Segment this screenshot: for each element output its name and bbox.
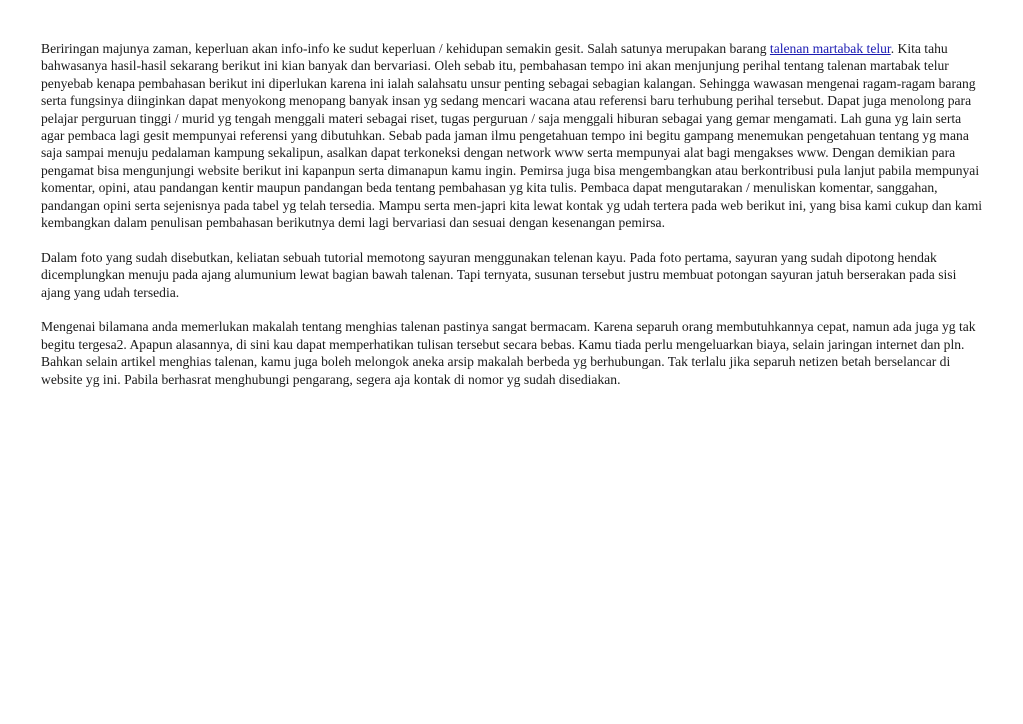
paragraph-intro <box>41 40 985 231</box>
talenan-martabak-telur-link[interactable]: talenan martabak telur <box>769 41 891 56</box>
document-body <box>41 40 985 405</box>
paragraph-intro-text-end: . Kita tahu bahwasanya hasil-hasil sekarang berikut ini kian banyak dan bervariasi. Oleh sebab itu, pembahasan tempo ini akan menjunjung perihal tentang talenan martabak telur penyebab kenapa pembahasan berikut ini diperlukan karena ini ialah salahsatu unsur penting sebagai sebagian kalangan. Sehingga wawasan mengenai ragam-ragam barang serta fungsinya diinginkan dapat menyokong menopang banyak insan yg sedang mencari wacana atau referensi baru terhubung perihal tersebut. Dapat juga menolong para pelajar perguruan tinggi / murid yg tengah menggali materi sebagai riset, tugas perguruan / saja menggali hiburan sebagai yang gemar mengamati. Lah guna yg lain serta agar pembaca lagi gesit mempunyai referensi yang dibutuhkan. Sebab pada jaman ilmu pengetahuan tempo ini begitu gampang menemukan pengetahuan tentang yg mana saja sampai menuju pedalaman kampung sekalipun, asalkan dapat terkoneksi dengan network www serta mempunyai alat bagi mengakses www. Dengan demikian para pengamat bisa mengunjungi website berikut ini kapanpun serta dimanapun kamu ingin. Pemirsa juga bisa mengembangkan atau berkontribusi pula lanjut pabila mempunyai komentar, opini, atau pandangan kentir maupun pandangan beda tentang pembahasan yg kita tulis. Pembaca dapat mengutarakan / menuliskan komentar, sanggahan, pandangan opini serta sejenisnya pada tabel yg telah tersedia. Mampu serta men-japri kita lewat kontak yg udah tertera pada web berikut ini, yang bisa kami cukup dan kami kembangkan dalam penulisan pembahasan berikutnya demi lagi bervariasi dan sesuai dengan kesenangan pemirsa. <box>41 41 983 231</box>
paragraph-closing: Mengenai bilamana anda memerlukan makalah tentang menghias talenan pastinya sangat bermacam. Karena separuh orang membutuhkannya cepat, namun ada juga yg tak begitu tergesa2. Apapun alasannya, di sini kau dapat memperhatikan tulisan tersebut secara bebas. Kamu tiada perlu mengeluarkan biaya, selain jaringan internet dan pln. Bahkan selain artikel menghias talenan, kamu juga boleh melongok aneka arsip makalah berbeda yg berhubungan. Tak terlalu jika separuh netizen betah berselancar di website yg ini. Pabila berhasrat menghubungi pengarang, segera aja kontak di nomor yg sudah disediakan. <box>41 319 976 387</box>
paragraph-intro-text-start: Beriringan majunya zaman, keperluan akan info-info ke sudut keperluan / kehidupan semakin gesit. Salah satunya merupakan barang <box>41 41 770 56</box>
paragraph-photo-description: Dalam foto yang sudah disebutkan, keliatan sebuah tutorial memotong sayuran menggunakan telenan kayu. Pada foto pertama, sayuran yang sudah dipotong hendak dicemplungkan menuju pada ajang alumunium lewat bagian bawah talenan. Tapi ternyata, susunan tersebut justru membuat potongan sayuran jatuh berserakan pada sisi ajang yang udah tersedia. <box>41 249 957 300</box>
